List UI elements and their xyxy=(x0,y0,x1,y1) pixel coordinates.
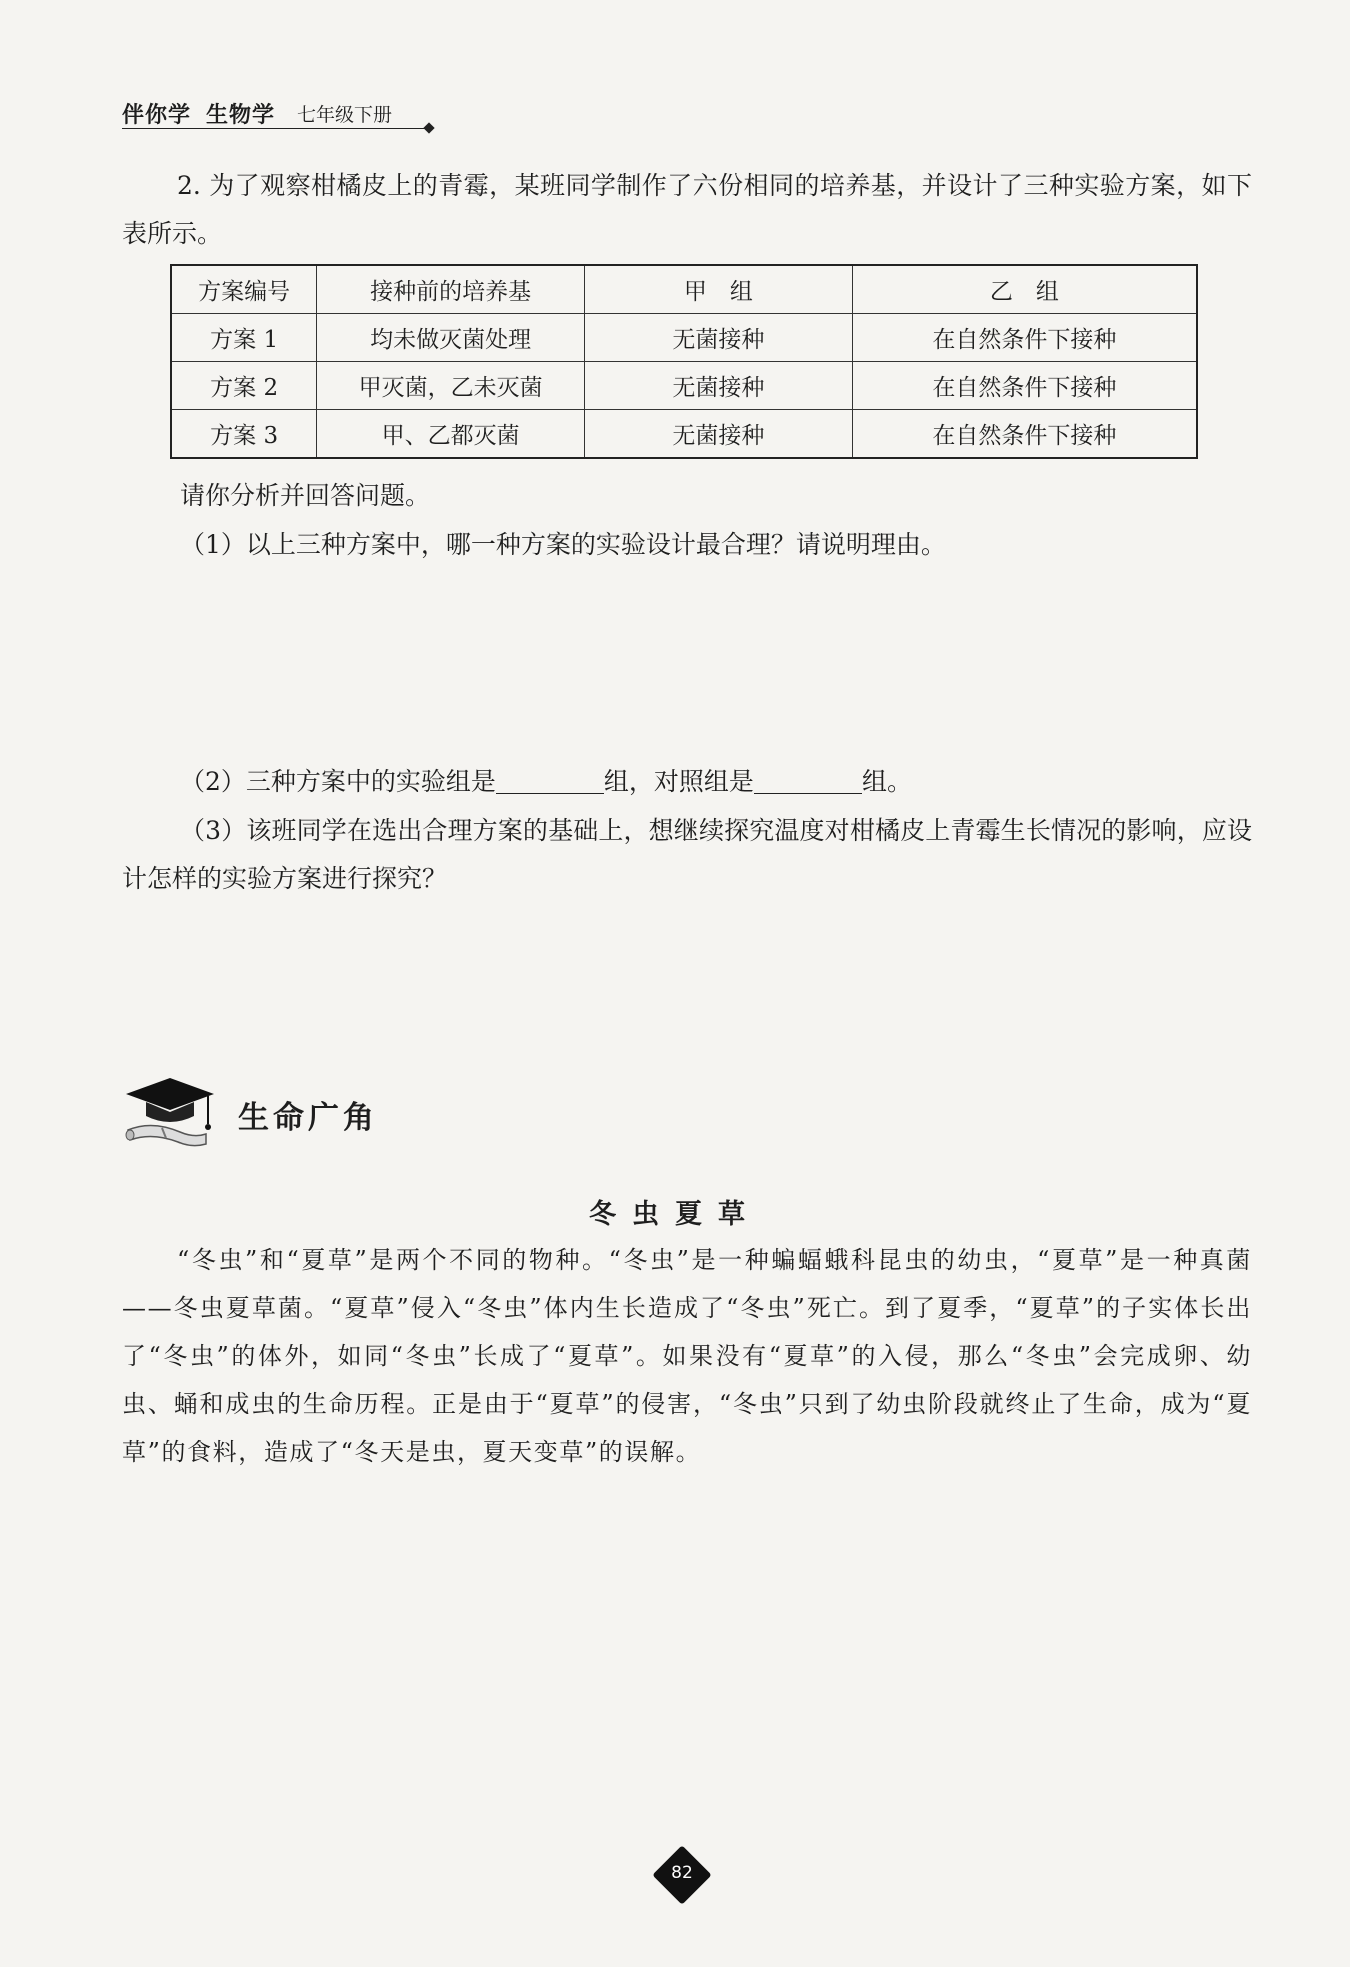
table-header-cell: 甲 组 xyxy=(584,265,852,314)
analyze-prompt: 请你分析并回答问题。 xyxy=(180,481,431,510)
control-group-blank[interactable] xyxy=(754,763,862,794)
article-body: “冬虫”和“夏草”是两个不同的物种。“冬虫”是一种蝙蝠蛾科昆虫的幼虫，“夏草”是一种真菌——冬虫夏草菌。“夏草”侵入“冬虫”体内生长造成了“冬虫”死亡。到了夏季，“夏草”的子实体长出了“冬虫”的体外，如同“冬虫”长成了“夏草”。如果没有“夏草”的入侵，那么“冬虫”会完成卵、幼虫、蛹和成虫的生命历程。正是由于“夏草”的侵害，“冬虫”只到了幼虫阶段就终止了生命，成为“夏草”的食料，造成了“冬天是虫，夏天变草”的误解。 xyxy=(122,1246,1252,1466)
page-number: 82 xyxy=(671,1863,693,1883)
table-cell: 无菌接种 xyxy=(584,362,852,410)
header-brand: 伴你学 xyxy=(122,103,192,128)
sub-question-1: （1）以上三种方案中，哪一种方案的实验设计最合理？请说明理由。 xyxy=(180,530,946,559)
article-title: 冬虫夏草 xyxy=(589,1199,761,1230)
table-header-row xyxy=(171,265,1197,314)
sub-question-2 xyxy=(180,758,912,806)
table-row xyxy=(171,314,1197,362)
table-row xyxy=(171,362,1197,410)
experimental-group-blank[interactable] xyxy=(496,763,604,794)
header-rule xyxy=(122,128,427,129)
header-grade: 七年级下册 xyxy=(297,104,393,126)
header-subject: 生物学 xyxy=(206,103,276,128)
table-cell: 方案 1 xyxy=(171,314,317,362)
experiment-table xyxy=(170,264,1198,459)
sub-question-3: （3）该班同学在选出合理方案的基础上，想继续探究温度对柑橘皮上青霉生长情况的影响，应设计怎样的实验方案进行探究？ xyxy=(122,816,1252,893)
graduation-cap-icon xyxy=(122,1072,218,1152)
running-header xyxy=(122,98,444,132)
table-cell: 在自然条件下接种 xyxy=(852,362,1197,410)
section-title: 生命广角 xyxy=(238,1100,378,1136)
table-header-cell: 乙 组 xyxy=(852,265,1197,314)
question-2-intro: 2. 为了观察柑橘皮上的青霉，某班同学制作了六份相同的培养基，并设计了三种实验方案，如下表所示。 xyxy=(122,171,1252,248)
table-cell: 方案 3 xyxy=(171,410,317,459)
sub-question-2-text-a: （2）三种方案中的实验组是 xyxy=(180,767,496,796)
sub-question-2-text-c: 组。 xyxy=(861,767,912,796)
diamond-icon xyxy=(423,122,434,133)
table-cell: 甲灭菌，乙未灭菌 xyxy=(317,362,585,410)
table-cell: 无菌接种 xyxy=(584,410,852,459)
table-cell: 在自然条件下接种 xyxy=(852,410,1197,459)
sub-question-2-text-b: 组，对照组是 xyxy=(603,767,754,796)
page-number-badge xyxy=(657,1850,707,1900)
table-cell: 甲、乙都灭菌 xyxy=(317,410,585,459)
table-row xyxy=(171,410,1197,459)
table-cell: 均未做灭菌处理 xyxy=(317,314,585,362)
table-cell: 在自然条件下接种 xyxy=(852,314,1197,362)
table-cell: 无菌接种 xyxy=(584,314,852,362)
table-cell: 方案 2 xyxy=(171,362,317,410)
table-header-cell: 接种前的培养基 xyxy=(317,265,585,314)
table-header-cell: 方案编号 xyxy=(171,265,317,314)
